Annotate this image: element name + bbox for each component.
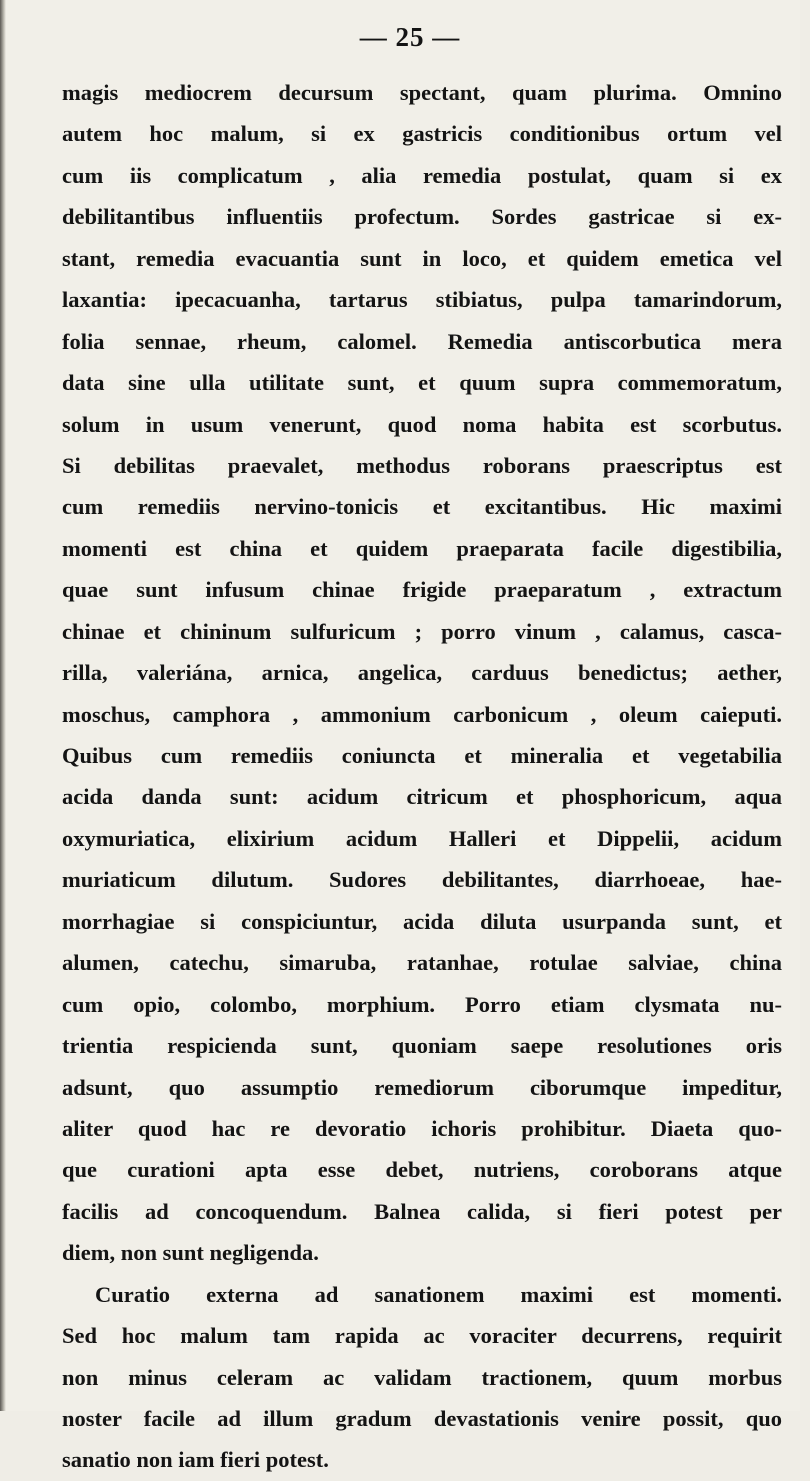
text-line: adsunt, quo assumptio remediorum ciborumque impeditur,: [62, 1074, 782, 1100]
text-line: quae sunt infusum chinae frigide praeparatum , extractum: [62, 577, 782, 603]
page-binding-edge: [0, 0, 6, 1411]
text-line: rilla, valeriána, arnica, angelica, carduus benedictus; aether,: [62, 660, 782, 686]
text-line: aliter quod hac re devoratio ichoris prohibitur. Diaeta quo-: [62, 1115, 782, 1141]
text-line: debilitantibus influentiis profectum. Sordes gastricae si ex-: [62, 204, 782, 230]
text-line: noster facile ad illum gradum devastationis venire possit, quo: [62, 1406, 782, 1431]
text-line: alumen, catechu, simaruba, ratanhae, rotulae salviae, china: [62, 950, 782, 976]
text-line: Quibus cum remediis coniuncta et mineralia et vegetabilia: [62, 743, 782, 768]
text-line: oxymuriatica, elixirium acidum Halleri et Dippelii, acidum: [62, 825, 782, 851]
text-line: stant, remedia evacuantia sunt in loco, et quidem emetica vel: [62, 245, 782, 271]
text-line: morrhagiae si conspiciuntur, acida diluta usurpanda sunt, et: [62, 908, 782, 934]
text-line: acida danda sunt: acidum citricum et phosphoricum, aqua: [62, 784, 782, 810]
text-line: cum iis complicatum , alia remedia postulat, quam si ex: [62, 162, 782, 188]
paragraph-end-line: diem, non sunt negligenda.: [62, 1240, 319, 1266]
text-line: data sine ulla utilitate sunt, et quum supra commemoratum,: [62, 370, 782, 396]
text-line: moschus, camphora , ammonium carbonicum , oleum caieputi.: [62, 701, 782, 727]
text-line: que curationi apta esse debet, nutriens, coroborans atque: [62, 1157, 782, 1183]
page-number: — 25 —: [359, 22, 461, 52]
text-line: Sed hoc malum tam rapida ac voraciter decurrens, requirit: [62, 1323, 782, 1349]
text-line: autem hoc malum, si ex gastricis conditionibus ortum vel: [62, 121, 782, 147]
paragraph-start-line: Curatio externa ad sanationem maximi est momenti.: [95, 1281, 782, 1307]
text-line: magis mediocrem decursum spectant, quam plurima. Omnino: [62, 80, 782, 105]
text-line: non minus celeram ac validam tractionem, quum morbus: [62, 1364, 782, 1390]
text-line: folia sennae, rheum, calomel. Remedia antiscorbutica mera: [62, 328, 782, 354]
body-text: [62, 72, 782, 1481]
text-line: facilis ad concoquendum. Balnea calida, si fieri potest per: [62, 1198, 782, 1224]
paragraph-end-line: sanatio non iam fieri potest.: [62, 1447, 329, 1473]
text-line: cum opio, colombo, morphium. Porro etiam clysmata nu-: [62, 991, 782, 1017]
text-line: cum remediis nervino-tonicis et excitantibus. Hic maximi: [62, 494, 782, 520]
text-line: laxantia: ipecacuanha, tartarus stibiatus, pulpa tamarindorum,: [62, 287, 782, 313]
text-line: momenti est china et quidem praeparata facile digestibilia,: [62, 535, 782, 561]
text-line: trientia respicienda sunt, quoniam saepe resolutiones oris: [62, 1033, 782, 1059]
text-line: solum in usum venerunt, quod noma habita est scorbutus.: [62, 411, 782, 437]
text-line: muriaticum dilutum. Sudores debilitantes, diarrhoeae, hae-: [62, 867, 782, 893]
text-line: chinae et chininum sulfuricum ; porro vinum , calamus, casca-: [62, 618, 782, 644]
text-line: Si debilitas praevalet, methodus roborans praescriptus est: [62, 452, 782, 478]
